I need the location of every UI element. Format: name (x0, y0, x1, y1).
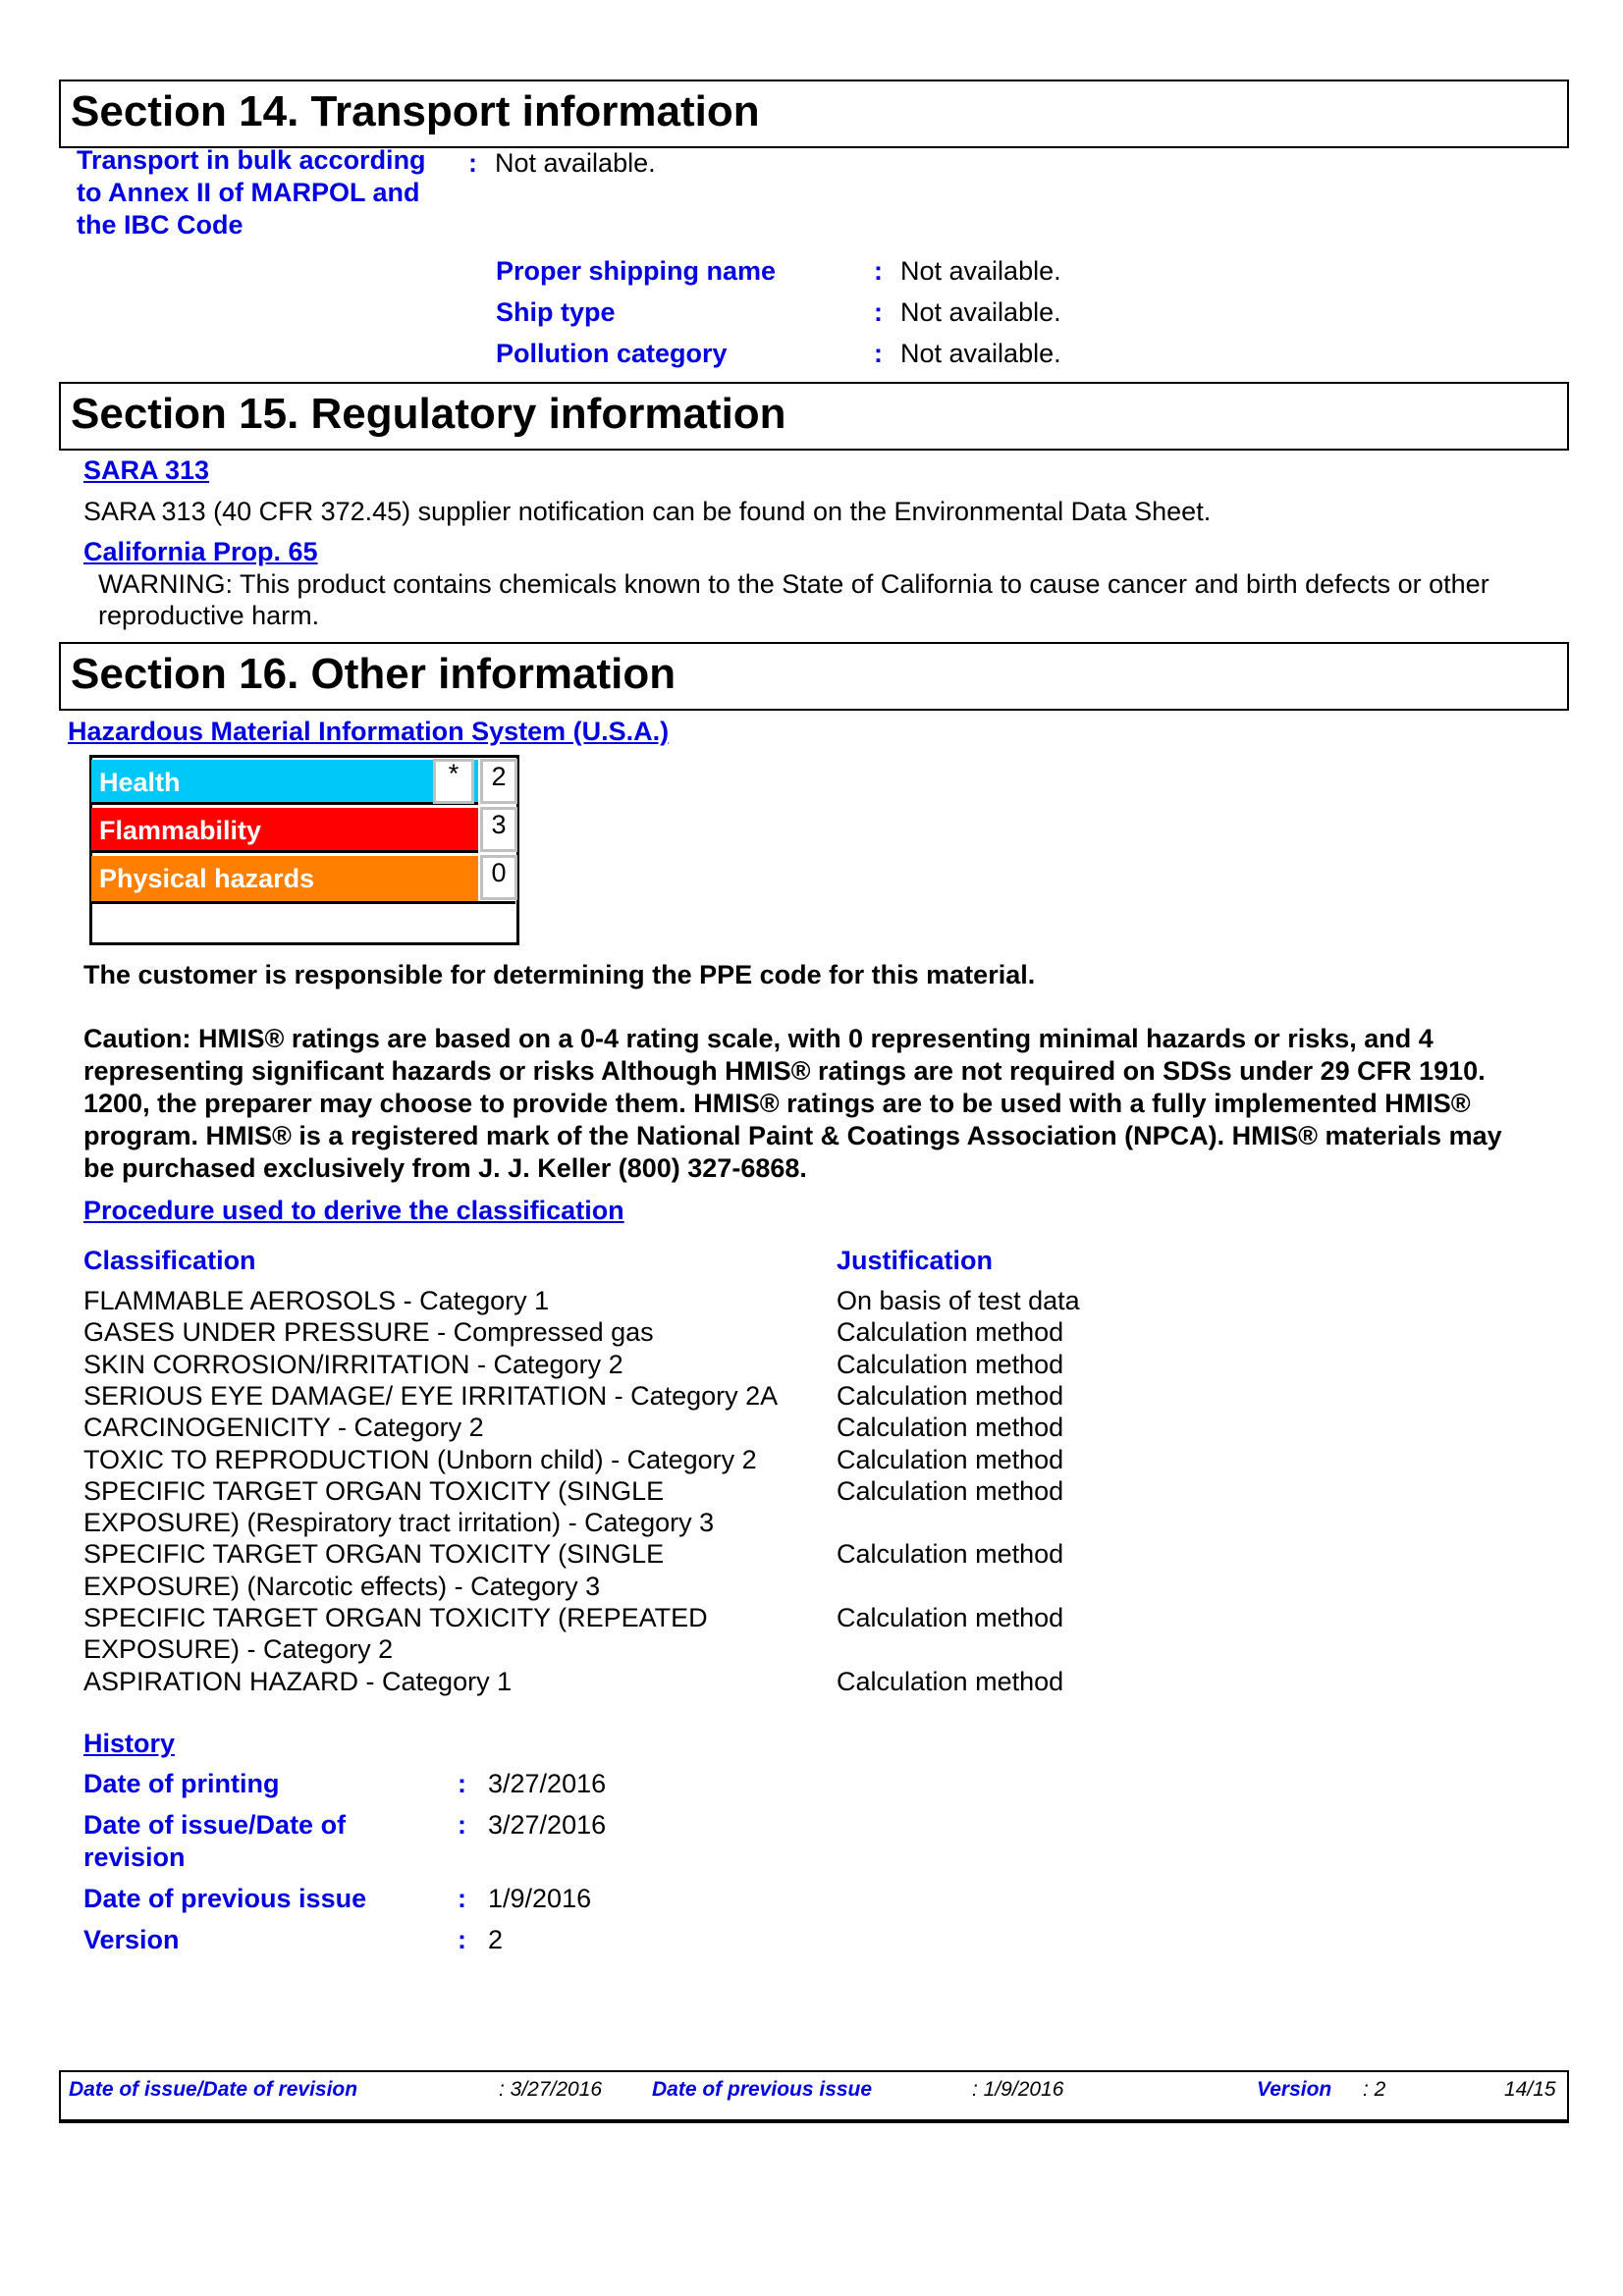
transport-row-label: Pollution category (496, 339, 728, 368)
history-value: 3/27/2016 (488, 1810, 607, 1840)
justification-line: Calculation method (837, 1317, 1064, 1348)
classification-line: GASES UNDER PRESSURE - Compressed gas (83, 1317, 654, 1348)
section-title: Section 15. Regulatory information (71, 390, 786, 438)
page-number: 14/15 (1504, 2078, 1556, 2101)
hmis-physical-hazards-label: Physical hazards (91, 856, 478, 901)
footer-prev-label: Date of previous issue (652, 2078, 873, 2101)
caution-line: be purchased exclusively from J. J. Keller (800) 327-6868. (83, 1153, 807, 1183)
history-label: revision (83, 1842, 186, 1872)
hmis-divider (91, 901, 515, 904)
classification-line: SPECIFIC TARGET ORGAN TOXICITY (SINGLE (83, 1539, 665, 1570)
hmis-flammability-label: Flammability (91, 808, 478, 853)
justification-line: Calculation method (837, 1349, 1064, 1379)
classification-line: ASPIRATION HAZARD - Category 1 (83, 1666, 513, 1696)
bulk-transport-label (77, 144, 426, 241)
justification-line: Calculation method (837, 1444, 1064, 1474)
hmis-link[interactable]: Hazardous Material Information System (U.S.A.) (68, 717, 670, 746)
caution-line: representing significant hazards or risks Although HMIS® ratings are not required on SDSs under 29 CFR 1910. (83, 1056, 1486, 1086)
procedure-link[interactable]: Procedure used to derive the classification (83, 1196, 624, 1225)
history-label: Date of issue/Date of (83, 1810, 347, 1840)
california-prop-65-link[interactable]: California Prop. 65 (83, 537, 318, 566)
colon: : (468, 148, 477, 178)
sara-313-link[interactable]: SARA 313 (83, 455, 210, 485)
colon: : (458, 1925, 466, 1954)
colon: : (874, 256, 883, 286)
history-label: Date of previous issue (83, 1884, 367, 1913)
section-title: Section 16. Other information (71, 650, 676, 698)
classification-line: CARCINOGENICITY - Category 2 (83, 1413, 484, 1443)
footer-issue-value: : 3/27/2016 (499, 2078, 603, 2101)
colon: : (874, 339, 883, 368)
transport-row-value: Not available. (900, 339, 1061, 368)
justification-header: Justification (837, 1246, 994, 1275)
transport-row-value: Not available. (900, 297, 1061, 327)
history-link[interactable]: History (83, 1729, 176, 1758)
classification-line: FLAMMABLE AEROSOLS - Category 1 (83, 1286, 550, 1315)
justification-line: Calculation method (837, 1380, 1064, 1411)
classification-line: EXPOSURE) (Respiratory tract irritation) - Category 3 (83, 1508, 715, 1538)
classification-line: EXPOSURE) (Narcotic effects) - Category 3 (83, 1571, 601, 1601)
justification-line: Calculation method (837, 1603, 1064, 1632)
classification-line: SERIOUS EYE DAMAGE/ EYE IRRITATION - Category 2A (83, 1380, 779, 1411)
prop65-warning: reproductive harm. (98, 601, 320, 630)
label-line: Transport in bulk according (77, 145, 426, 175)
history-label: Date of printing (83, 1769, 280, 1798)
caution-line: program. HMIS® is a registered mark of the National Paint & Coatings Association (NPCA). HMIS® materials may (83, 1121, 1502, 1150)
hmis-rating-value: 2 (480, 759, 517, 804)
caution-line: 1200, the preparer may choose to provide them. HMIS® ratings are to be used with a fully implemented HMIS® (83, 1089, 1471, 1118)
hmis-rating-value: 0 (480, 855, 517, 900)
justification-line: Calculation method (837, 1413, 1064, 1443)
classification-line: SPECIFIC TARGET ORGAN TOXICITY (REPEATED (83, 1603, 708, 1632)
classification-line: SPECIFIC TARGET ORGAN TOXICITY (SINGLE (83, 1475, 665, 1506)
justification-line: On basis of test data (837, 1286, 1080, 1315)
colon: : (458, 1769, 466, 1798)
history-value: 2 (488, 1925, 504, 1954)
section-14-header (59, 80, 1569, 148)
colon: : (458, 1810, 466, 1840)
history-value: 3/27/2016 (488, 1769, 607, 1798)
hmis-health-label: Health (91, 760, 478, 805)
caution-line: Caution: HMIS® ratings are based on a 0-4 rating scale, with 0 representing minimal hazards or risks, and 4 (83, 1024, 1434, 1053)
transport-row-value: Not available. (900, 256, 1061, 286)
hmis-chronic-flag: * (433, 759, 474, 804)
transport-row-label: Proper shipping name (496, 256, 777, 286)
history-label: Version (83, 1925, 180, 1954)
classification-line: TOXIC TO REPRODUCTION (Unborn child) - Category 2 (83, 1444, 757, 1474)
ppe-note: The customer is responsible for determining the PPE code for this material. (83, 960, 1036, 989)
colon: : (874, 297, 883, 327)
footer-version-label: Version (1257, 2078, 1332, 2101)
classification-line: EXPOSURE) - Category 2 (83, 1634, 394, 1665)
justification-line: Calculation method (837, 1666, 1064, 1696)
section-16-header (59, 642, 1569, 711)
colon: : (458, 1884, 466, 1913)
sara-313-text: SARA 313 (40 CFR 372.45) supplier notification can be found on the Environmental Data Sheet. (83, 497, 1212, 526)
justification-line: Calculation method (837, 1475, 1064, 1506)
label-line: the IBC Code (77, 210, 243, 240)
classification-line: SKIN CORROSION/IRRITATION - Category 2 (83, 1349, 623, 1379)
label-line: to Annex II of MARPOL and (77, 178, 420, 207)
footer-version-value: : 2 (1363, 2078, 1386, 2101)
classification-header: Classification (83, 1246, 256, 1275)
section-15-header (59, 382, 1569, 451)
footer-issue-label: Date of issue/Date of revision (69, 2078, 358, 2101)
prop65-warning: WARNING: This product contains chemicals known to the State of California to cause cancer and birth defects or other (98, 569, 1489, 599)
bulk-transport-value: Not available. (495, 148, 656, 178)
justification-line: Calculation method (837, 1539, 1064, 1570)
transport-row-label: Ship type (496, 297, 616, 327)
hmis-caution (83, 1023, 1502, 1185)
history-value: 1/9/2016 (488, 1884, 592, 1913)
section-title: Section 14. Transport information (71, 87, 760, 135)
hmis-rating-value: 3 (480, 807, 517, 852)
footer-prev-value: : 1/9/2016 (972, 2078, 1064, 2101)
